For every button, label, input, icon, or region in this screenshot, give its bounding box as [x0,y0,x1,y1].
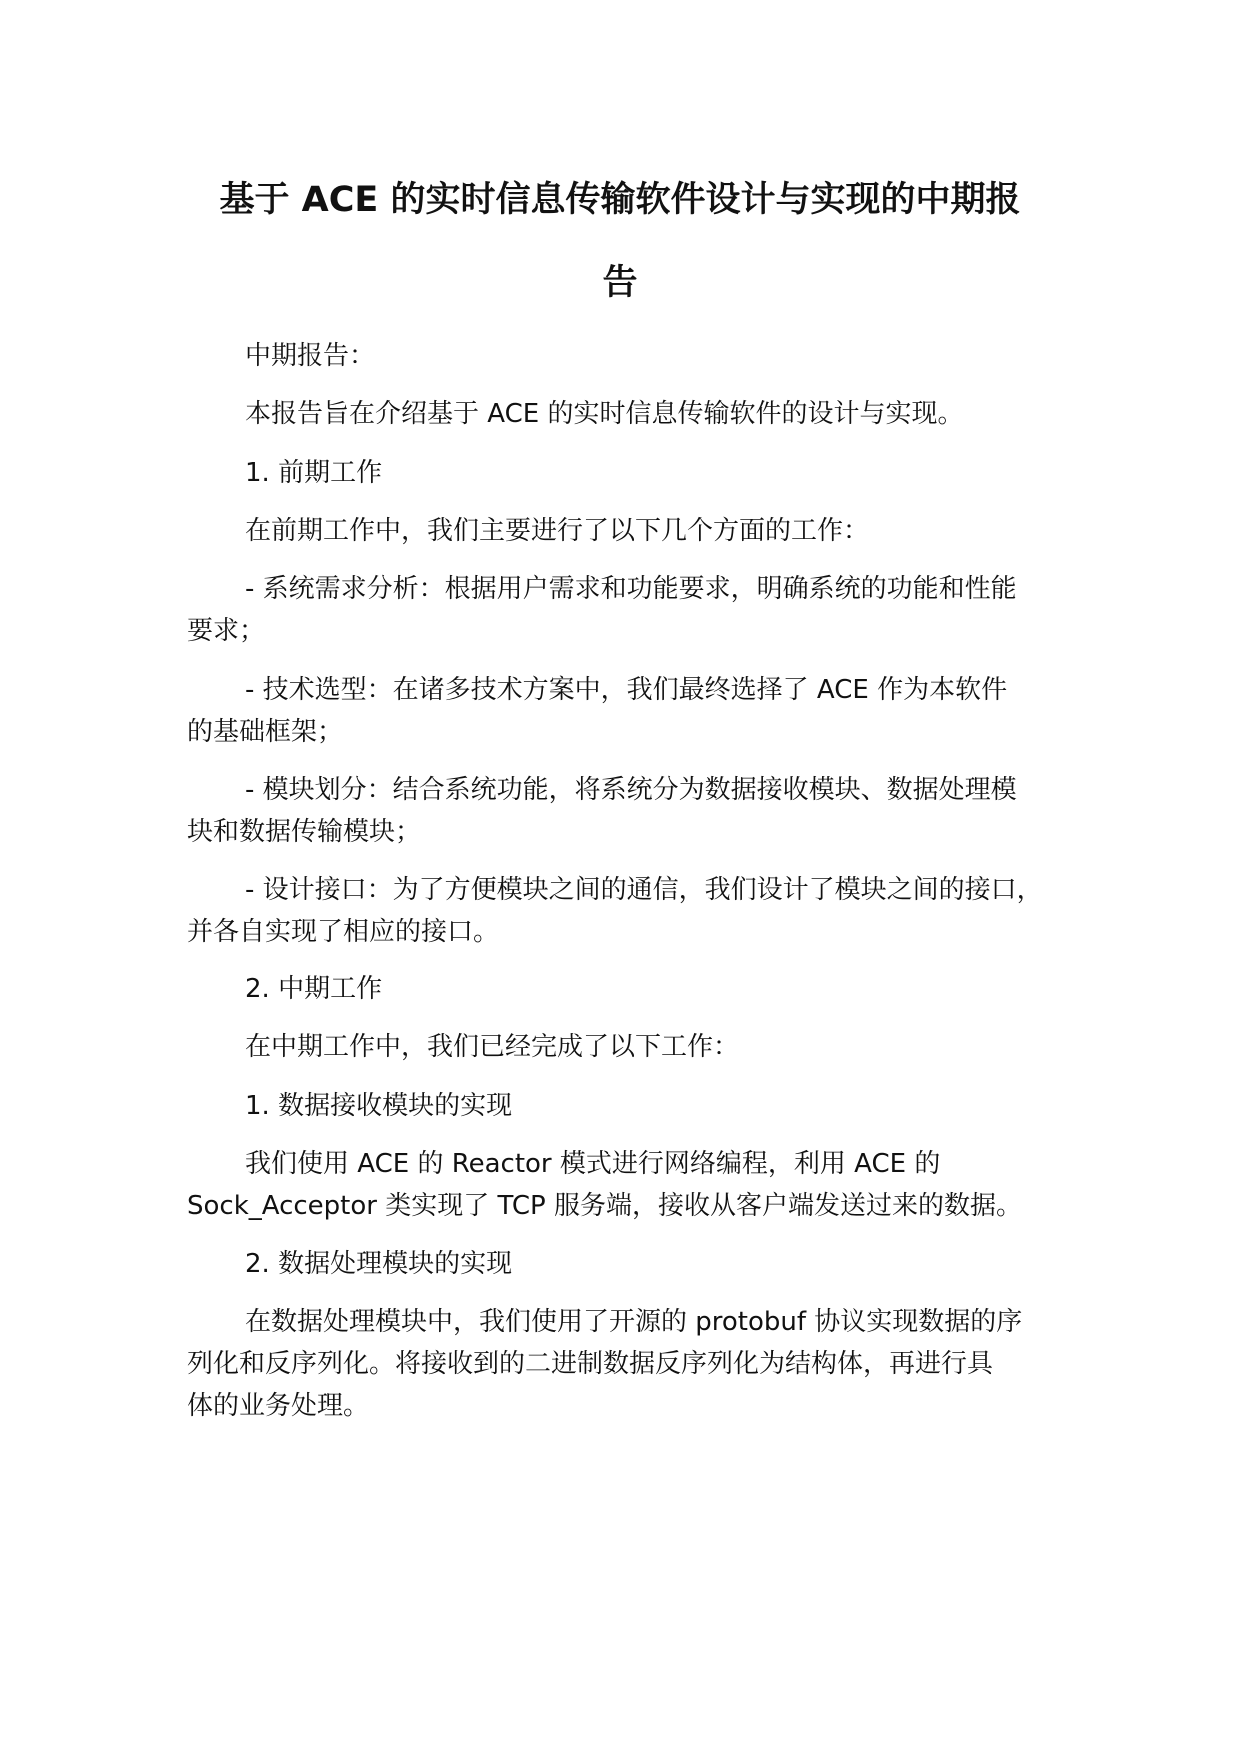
bullet-modules-line-2: 块和数据传输模块； [187,817,422,847]
data-receive-paragraph-line-1: 我们使用 ACE 的 Reactor 模式进行网络编程，利用 ACE 的 [245,1149,941,1179]
intro-heading: 中期报告： [245,341,376,371]
mid-work-intro: 在中期工作中，我们已经完成了以下工作： [245,1032,740,1062]
data-receive-paragraph-line-2: Sock_Acceptor 类实现了 TCP 服务端，接收从客户端发送过来的数据。 [187,1191,1022,1221]
bullet-requirements-line-1: - 系统需求分析：根据用户需求和功能要求，明确系统的功能和性能 [245,574,1017,604]
bullet-requirements-line-2: 要求； [187,616,266,646]
data-process-paragraph-line-1: 在数据处理模块中，我们使用了开源的 protobuf 协议实现数据的序 [245,1307,1023,1337]
data-process-paragraph-line-2: 列化和反序列化。将接收到的二进制数据反序列化为结构体，再进行具 [187,1349,994,1379]
document-title-line-2: 告 [602,263,638,303]
section-heading-early-work: 1. 前期工作 [245,458,383,488]
section-heading-mid-work: 2. 中期工作 [245,974,383,1004]
subheading-data-process: 2. 数据处理模块的实现 [245,1249,513,1279]
bullet-tech-selection-line-1: - 技术选型：在诸多技术方案中，我们最终选择了 ACE 作为本软件 [245,675,1008,705]
data-process-paragraph-line-3: 体的业务处理。 [187,1391,370,1421]
bullet-interface-line-2: 并各自实现了相应的接口。 [187,917,500,947]
early-work-intro: 在前期工作中，我们主要进行了以下几个方面的工作： [245,516,870,546]
bullet-interface-line-1: - 设计接口：为了方便模块之间的通信，我们设计了模块之间的接口， [245,875,1043,905]
document-title-line-1: 基于 ACE 的实时信息传输软件设计与实现的中期报 [219,180,1021,220]
bullet-modules-line-1: - 模块划分：结合系统功能，将系统分为数据接收模块、数据处理模 [245,775,1017,805]
bullet-tech-selection-line-2: 的基础框架； [187,717,344,747]
subheading-data-receive: 1. 数据接收模块的实现 [245,1091,513,1121]
intro-paragraph: 本报告旨在介绍基于 ACE 的实时信息传输软件的设计与实现。 [245,399,964,429]
